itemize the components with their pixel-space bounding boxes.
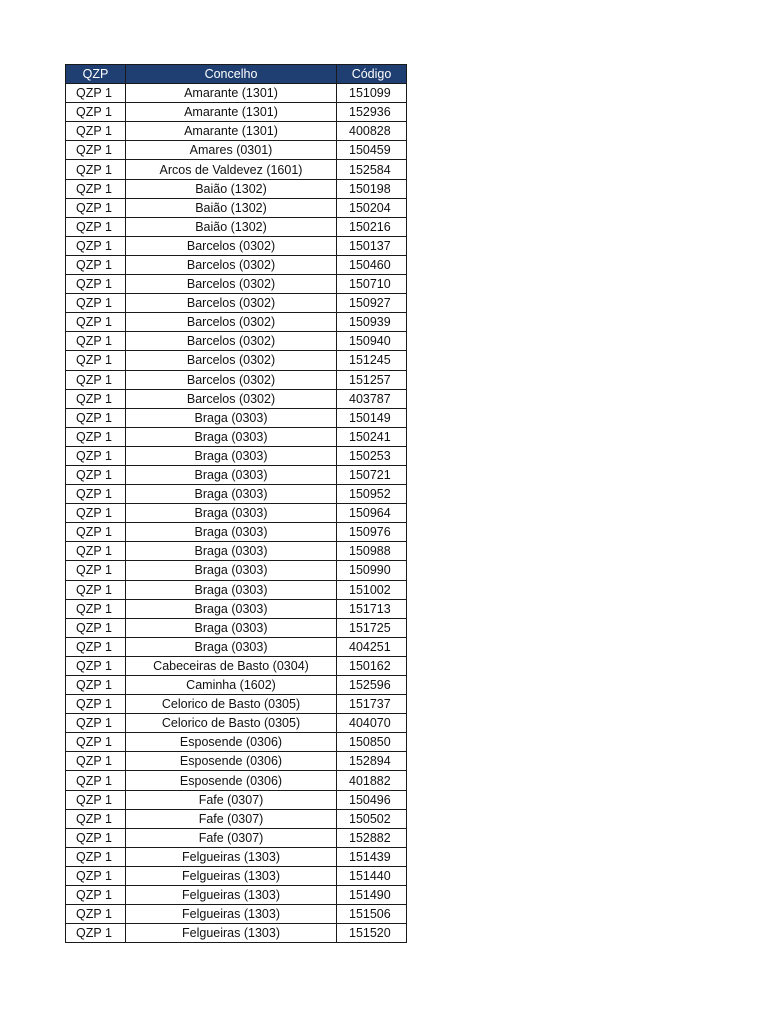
- cell-qzp[interactable]: QZP 1: [66, 752, 126, 771]
- cell-qzp[interactable]: QZP 1: [66, 313, 126, 332]
- table-row: [66, 695, 407, 714]
- table-row: [66, 733, 407, 752]
- cell-concelho[interactable]: Baião (1302): [126, 217, 337, 236]
- cell-concelho[interactable]: Barcelos (0302): [126, 332, 337, 351]
- cell-concelho[interactable]: Esposende (0306): [126, 733, 337, 752]
- cell-concelho[interactable]: Braga (0303): [126, 446, 337, 465]
- cell-codigo[interactable]: 151439: [337, 847, 407, 866]
- cell-concelho[interactable]: Barcelos (0302): [126, 351, 337, 370]
- table-row: [66, 427, 407, 446]
- cell-codigo[interactable]: 404251: [337, 637, 407, 656]
- cell-qzp[interactable]: QZP 1: [66, 427, 126, 446]
- cell-codigo[interactable]: 150976: [337, 523, 407, 542]
- table-row: [66, 122, 407, 141]
- cell-concelho[interactable]: Caminha (1602): [126, 676, 337, 695]
- cell-concelho[interactable]: Felgueiras (1303): [126, 866, 337, 885]
- table-row: [66, 599, 407, 618]
- table-row: [66, 828, 407, 847]
- table-row: [66, 275, 407, 294]
- cell-codigo[interactable]: 150988: [337, 542, 407, 561]
- cell-concelho[interactable]: Cabeceiras de Basto (0304): [126, 656, 337, 675]
- cell-qzp[interactable]: QZP 1: [66, 255, 126, 274]
- table-row: [66, 637, 407, 656]
- cell-concelho[interactable]: Barcelos (0302): [126, 275, 337, 294]
- cell-codigo[interactable]: 150850: [337, 733, 407, 752]
- table-row: [66, 714, 407, 733]
- cell-qzp[interactable]: QZP 1: [66, 599, 126, 618]
- table-row: [66, 217, 407, 236]
- cell-concelho[interactable]: Fafe (0307): [126, 809, 337, 828]
- cell-concelho[interactable]: Barcelos (0302): [126, 313, 337, 332]
- cell-concelho[interactable]: Celorico de Basto (0305): [126, 714, 337, 733]
- cell-qzp[interactable]: QZP 1: [66, 294, 126, 313]
- table-row: [66, 905, 407, 924]
- cell-codigo[interactable]: 150149: [337, 408, 407, 427]
- table-row: [66, 924, 407, 943]
- cell-codigo[interactable]: 150721: [337, 465, 407, 484]
- cell-qzp[interactable]: QZP 1: [66, 809, 126, 828]
- cell-qzp[interactable]: QZP 1: [66, 637, 126, 656]
- table-row: [66, 771, 407, 790]
- cell-qzp[interactable]: QZP 1: [66, 828, 126, 847]
- cell-qzp[interactable]: QZP 1: [66, 695, 126, 714]
- cell-codigo[interactable]: 401882: [337, 771, 407, 790]
- cell-concelho[interactable]: Amares (0301): [126, 141, 337, 160]
- header-concelho[interactable]: Concelho: [126, 65, 337, 84]
- cell-qzp[interactable]: QZP 1: [66, 542, 126, 561]
- cell-codigo[interactable]: 150927: [337, 294, 407, 313]
- school-codes-table: [65, 64, 407, 943]
- table-row: [66, 866, 407, 885]
- cell-concelho[interactable]: Felgueiras (1303): [126, 847, 337, 866]
- cell-codigo[interactable]: 151506: [337, 905, 407, 924]
- cell-codigo[interactable]: 404070: [337, 714, 407, 733]
- cell-codigo[interactable]: 150964: [337, 504, 407, 523]
- cell-concelho[interactable]: Braga (0303): [126, 504, 337, 523]
- cell-codigo[interactable]: 151257: [337, 370, 407, 389]
- table-row: [66, 141, 407, 160]
- cell-concelho[interactable]: Braga (0303): [126, 580, 337, 599]
- cell-concelho[interactable]: Felgueiras (1303): [126, 905, 337, 924]
- table-row: [66, 160, 407, 179]
- table-row: [66, 408, 407, 427]
- cell-codigo[interactable]: 150502: [337, 809, 407, 828]
- cell-codigo[interactable]: 150460: [337, 255, 407, 274]
- cell-concelho[interactable]: Braga (0303): [126, 523, 337, 542]
- cell-concelho[interactable]: Barcelos (0302): [126, 236, 337, 255]
- table-row: [66, 332, 407, 351]
- cell-concelho[interactable]: Barcelos (0302): [126, 389, 337, 408]
- cell-qzp[interactable]: QZP 1: [66, 905, 126, 924]
- table-row: [66, 255, 407, 274]
- cell-concelho[interactable]: Felgueiras (1303): [126, 924, 337, 943]
- table-row: [66, 179, 407, 198]
- table-row: [66, 446, 407, 465]
- table-row: [66, 465, 407, 484]
- cell-qzp[interactable]: QZP 1: [66, 561, 126, 580]
- cell-codigo[interactable]: 151440: [337, 866, 407, 885]
- cell-codigo[interactable]: 150939: [337, 313, 407, 332]
- cell-qzp[interactable]: QZP 1: [66, 84, 126, 103]
- cell-qzp[interactable]: QZP 1: [66, 103, 126, 122]
- table-row: [66, 752, 407, 771]
- cell-codigo[interactable]: 151520: [337, 924, 407, 943]
- cell-qzp[interactable]: QZP 1: [66, 217, 126, 236]
- cell-codigo[interactable]: 150496: [337, 790, 407, 809]
- cell-codigo[interactable]: 150241: [337, 427, 407, 446]
- cell-concelho[interactable]: Braga (0303): [126, 542, 337, 561]
- cell-codigo[interactable]: 152596: [337, 676, 407, 695]
- cell-concelho[interactable]: Esposende (0306): [126, 771, 337, 790]
- table-row: [66, 84, 407, 103]
- cell-qzp[interactable]: QZP 1: [66, 866, 126, 885]
- cell-concelho[interactable]: Celorico de Basto (0305): [126, 695, 337, 714]
- cell-codigo[interactable]: 151002: [337, 580, 407, 599]
- cell-codigo[interactable]: 152882: [337, 828, 407, 847]
- table-row: [66, 485, 407, 504]
- cell-codigo[interactable]: 150216: [337, 217, 407, 236]
- cell-qzp[interactable]: QZP 1: [66, 160, 126, 179]
- cell-concelho[interactable]: Baião (1302): [126, 179, 337, 198]
- table-row: [66, 236, 407, 255]
- table-row: [66, 504, 407, 523]
- table-row: [66, 389, 407, 408]
- cell-codigo[interactable]: 150253: [337, 446, 407, 465]
- cell-concelho[interactable]: Fafe (0307): [126, 828, 337, 847]
- cell-codigo[interactable]: 152584: [337, 160, 407, 179]
- cell-qzp[interactable]: QZP 1: [66, 446, 126, 465]
- cell-concelho[interactable]: Braga (0303): [126, 637, 337, 656]
- cell-qzp[interactable]: QZP 1: [66, 389, 126, 408]
- table-row: [66, 351, 407, 370]
- cell-qzp[interactable]: QZP 1: [66, 656, 126, 675]
- cell-codigo[interactable]: 150198: [337, 179, 407, 198]
- cell-qzp[interactable]: QZP 1: [66, 198, 126, 217]
- cell-concelho[interactable]: Braga (0303): [126, 485, 337, 504]
- cell-concelho[interactable]: Amarante (1301): [126, 122, 337, 141]
- cell-concelho[interactable]: Braga (0303): [126, 465, 337, 484]
- table-row: [66, 542, 407, 561]
- table-body: [66, 84, 407, 943]
- cell-concelho[interactable]: Braga (0303): [126, 561, 337, 580]
- table-row: [66, 790, 407, 809]
- table-row: [66, 886, 407, 905]
- cell-qzp[interactable]: QZP 1: [66, 351, 126, 370]
- cell-qzp[interactable]: QZP 1: [66, 465, 126, 484]
- cell-qzp[interactable]: QZP 1: [66, 485, 126, 504]
- cell-qzp[interactable]: QZP 1: [66, 504, 126, 523]
- cell-concelho[interactable]: Baião (1302): [126, 198, 337, 217]
- cell-qzp[interactable]: QZP 1: [66, 790, 126, 809]
- cell-qzp[interactable]: QZP 1: [66, 236, 126, 255]
- cell-concelho[interactable]: Barcelos (0302): [126, 370, 337, 389]
- cell-concelho[interactable]: Esposende (0306): [126, 752, 337, 771]
- cell-concelho[interactable]: Braga (0303): [126, 618, 337, 637]
- cell-qzp[interactable]: QZP 1: [66, 275, 126, 294]
- table-row: [66, 103, 407, 122]
- cell-codigo[interactable]: 150710: [337, 275, 407, 294]
- cell-concelho[interactable]: Braga (0303): [126, 408, 337, 427]
- cell-qzp[interactable]: QZP 1: [66, 847, 126, 866]
- cell-codigo[interactable]: 150952: [337, 485, 407, 504]
- cell-codigo[interactable]: 150204: [337, 198, 407, 217]
- cell-qzp[interactable]: QZP 1: [66, 332, 126, 351]
- cell-concelho[interactable]: Braga (0303): [126, 427, 337, 446]
- cell-concelho[interactable]: Fafe (0307): [126, 790, 337, 809]
- cell-qzp[interactable]: QZP 1: [66, 924, 126, 943]
- cell-concelho[interactable]: Barcelos (0302): [126, 294, 337, 313]
- cell-concelho[interactable]: Amarante (1301): [126, 84, 337, 103]
- cell-concelho[interactable]: Arcos de Valdevez (1601): [126, 160, 337, 179]
- cell-codigo[interactable]: 151737: [337, 695, 407, 714]
- cell-qzp[interactable]: QZP 1: [66, 676, 126, 695]
- cell-codigo[interactable]: 151245: [337, 351, 407, 370]
- cell-qzp[interactable]: QZP 1: [66, 179, 126, 198]
- cell-qzp[interactable]: QZP 1: [66, 714, 126, 733]
- cell-codigo[interactable]: 151713: [337, 599, 407, 618]
- cell-codigo[interactable]: 150162: [337, 656, 407, 675]
- table-header: [66, 65, 407, 84]
- header-codigo[interactable]: Código: [337, 65, 407, 84]
- cell-codigo[interactable]: 152936: [337, 103, 407, 122]
- cell-qzp[interactable]: QZP 1: [66, 523, 126, 542]
- cell-qzp[interactable]: QZP 1: [66, 771, 126, 790]
- cell-qzp[interactable]: QZP 1: [66, 122, 126, 141]
- table-row: [66, 656, 407, 675]
- cell-codigo[interactable]: 151725: [337, 618, 407, 637]
- cell-codigo[interactable]: 150990: [337, 561, 407, 580]
- cell-codigo[interactable]: 151490: [337, 886, 407, 905]
- cell-qzp[interactable]: QZP 1: [66, 141, 126, 160]
- table-row: [66, 618, 407, 637]
- cell-codigo[interactable]: 400828: [337, 122, 407, 141]
- table-row: [66, 523, 407, 542]
- cell-codigo[interactable]: 150940: [337, 332, 407, 351]
- cell-concelho[interactable]: Amarante (1301): [126, 103, 337, 122]
- cell-concelho[interactable]: Felgueiras (1303): [126, 886, 337, 905]
- table-row: [66, 676, 407, 695]
- cell-concelho[interactable]: Braga (0303): [126, 599, 337, 618]
- table-row: [66, 580, 407, 599]
- cell-codigo[interactable]: 152894: [337, 752, 407, 771]
- cell-codigo[interactable]: 151099: [337, 84, 407, 103]
- spreadsheet-table-container: [65, 64, 407, 943]
- cell-qzp[interactable]: QZP 1: [66, 580, 126, 599]
- cell-qzp[interactable]: QZP 1: [66, 733, 126, 752]
- cell-qzp[interactable]: QZP 1: [66, 370, 126, 389]
- table-row: [66, 847, 407, 866]
- cell-concelho[interactable]: Barcelos (0302): [126, 255, 337, 274]
- cell-codigo[interactable]: 403787: [337, 389, 407, 408]
- cell-qzp[interactable]: QZP 1: [66, 408, 126, 427]
- header-qzp[interactable]: QZP: [66, 65, 126, 84]
- table-row: [66, 809, 407, 828]
- table-row: [66, 561, 407, 580]
- table-row: [66, 198, 407, 217]
- cell-qzp[interactable]: QZP 1: [66, 618, 126, 637]
- cell-qzp[interactable]: QZP 1: [66, 886, 126, 905]
- cell-codigo[interactable]: 150459: [337, 141, 407, 160]
- table-row: [66, 370, 407, 389]
- cell-codigo[interactable]: 150137: [337, 236, 407, 255]
- table-row: [66, 313, 407, 332]
- header-row: [66, 65, 407, 84]
- table-row: [66, 294, 407, 313]
